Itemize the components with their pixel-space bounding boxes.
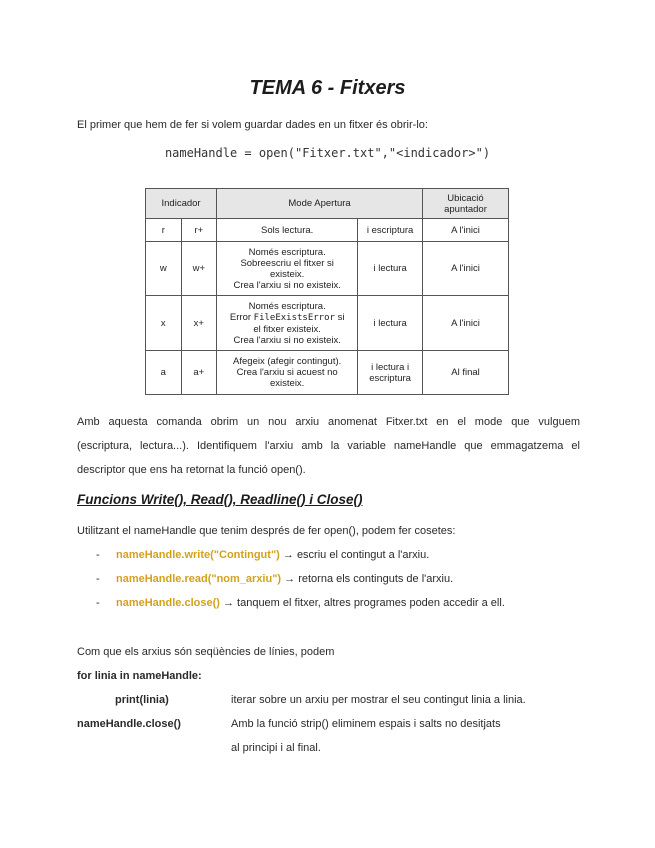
- close-description: Amb la funció strip() eliminem espais i salts no desitjats: [231, 718, 501, 730]
- intro-text: El primer que hem de fer si volem guardar dades en un fitxer és obrir-lo:: [77, 119, 428, 131]
- cell-indicator-plus: a+: [181, 351, 217, 395]
- bullet-dash: -: [96, 573, 100, 585]
- mode-line: Crea l'arxiu si no existeix.: [233, 334, 341, 346]
- table-row: [146, 351, 509, 395]
- table-row: [146, 242, 509, 296]
- cell-location: Al final: [422, 351, 508, 395]
- print-description: iterar sobre un arxiu per mostrar el seu contingut linia a linia.: [231, 694, 526, 706]
- mode-line: Crea l'arxiu si no existeix.: [233, 279, 341, 291]
- error-suffix: si: [334, 311, 345, 323]
- header-ubicacio: Ubicació apuntador: [422, 189, 508, 219]
- paragraph-2: Utilitzant el nameHandle que tenim després de fer open(), podem fer cosetes:: [77, 525, 456, 537]
- bullet-dash: -: [96, 549, 100, 561]
- bullet-dash: -: [96, 597, 100, 609]
- code-snippet: nameHandle.close(): [116, 597, 220, 609]
- cell-mode: Sols lectura.: [217, 219, 358, 242]
- list-item: [96, 549, 429, 561]
- mode-line: Només escriptura.: [248, 300, 326, 312]
- table-row: [146, 219, 509, 242]
- cell-location: A l'inici: [422, 296, 508, 351]
- print-code: print(linia): [115, 694, 169, 706]
- cell-plus-mode: [358, 351, 423, 395]
- cell-mode: [217, 296, 358, 351]
- for-loop-line: for linia in nameHandle:: [77, 670, 202, 682]
- extra-line: i lectura i: [371, 361, 410, 373]
- cell-location: A l'inici: [422, 219, 508, 242]
- extra-line: escriptura: [369, 372, 411, 384]
- paragraph-3: Com que els arxius són seqüències de línies, podem: [77, 646, 335, 658]
- close-code: nameHandle.close(): [77, 718, 181, 730]
- close-description-2: al principi i al final.: [231, 742, 321, 754]
- cell-mode: [217, 242, 358, 296]
- page-title: TEMA 6 - Fitxers: [249, 77, 406, 99]
- cell-indicator-plus: r+: [181, 219, 217, 242]
- header-indicador: Indicador: [146, 189, 217, 219]
- paragraph-line: (escriptura, lectura...). Identifiquem l'arxiu amb la variable nameHandle que emmagatzema el: [77, 440, 580, 452]
- cell-indicator-plus: w+: [181, 242, 217, 296]
- cell-indicator: r: [146, 219, 182, 242]
- cell-plus-mode: i escriptura: [358, 219, 423, 242]
- paragraph-line: Amb aquesta comanda obrim un nou arxiu anomenat Fitxer.txt en el mode que vulguem: [77, 416, 580, 428]
- mode-line: Sobreescriu el fitxer si: [240, 257, 334, 269]
- error-name: FileExistsError: [253, 312, 335, 323]
- bullet-text: → tanquem el fitxer, altres programes poden accedir a ell.: [219, 597, 505, 609]
- bullet-text: → escriu el contingut a l'arxiu.: [279, 549, 430, 561]
- cell-indicator: w: [146, 242, 182, 296]
- cell-indicator-plus: x+: [181, 296, 217, 351]
- mode-line: Només escriptura.: [248, 246, 326, 258]
- mode-line: Afegeix (afegir contingut).: [233, 356, 342, 367]
- mode-line: el fitxer existeix.: [253, 323, 321, 335]
- cell-mode: [217, 351, 358, 395]
- list-item: [96, 573, 453, 585]
- section-heading: Funcions Write(), Read(), Readline() i Close(): [77, 492, 363, 507]
- mode-line: Crea l'arxiu si acuest no: [236, 367, 338, 378]
- mode-line: [220, 312, 354, 324]
- cell-indicator: x: [146, 296, 182, 351]
- code-snippet: nameHandle.write("Contingut"): [116, 549, 280, 561]
- table-header-row: [146, 189, 509, 219]
- code-example: nameHandle = open("Fitxer.txt","<indicador>"): [164, 146, 491, 160]
- code-snippet: nameHandle.read("nom_arxiu"): [116, 573, 282, 585]
- cell-location: A l'inici: [422, 242, 508, 296]
- open-modes-table: [145, 188, 509, 395]
- header-mode: Mode Apertura: [217, 189, 423, 219]
- table-row: [146, 296, 509, 351]
- cell-plus-mode: i lectura: [358, 242, 423, 296]
- error-prefix: Error: [229, 311, 254, 323]
- paragraph-line: descriptor que ens ha retornat la funció open().: [77, 464, 306, 476]
- mode-line: existeix.: [270, 268, 305, 280]
- cell-indicator: a: [146, 351, 182, 395]
- cell-plus-mode: i lectura: [358, 296, 423, 351]
- bullet-text: → retorna els continguts de l'arxiu.: [281, 573, 454, 585]
- list-item: [96, 597, 505, 609]
- mode-line: existeix.: [270, 378, 305, 389]
